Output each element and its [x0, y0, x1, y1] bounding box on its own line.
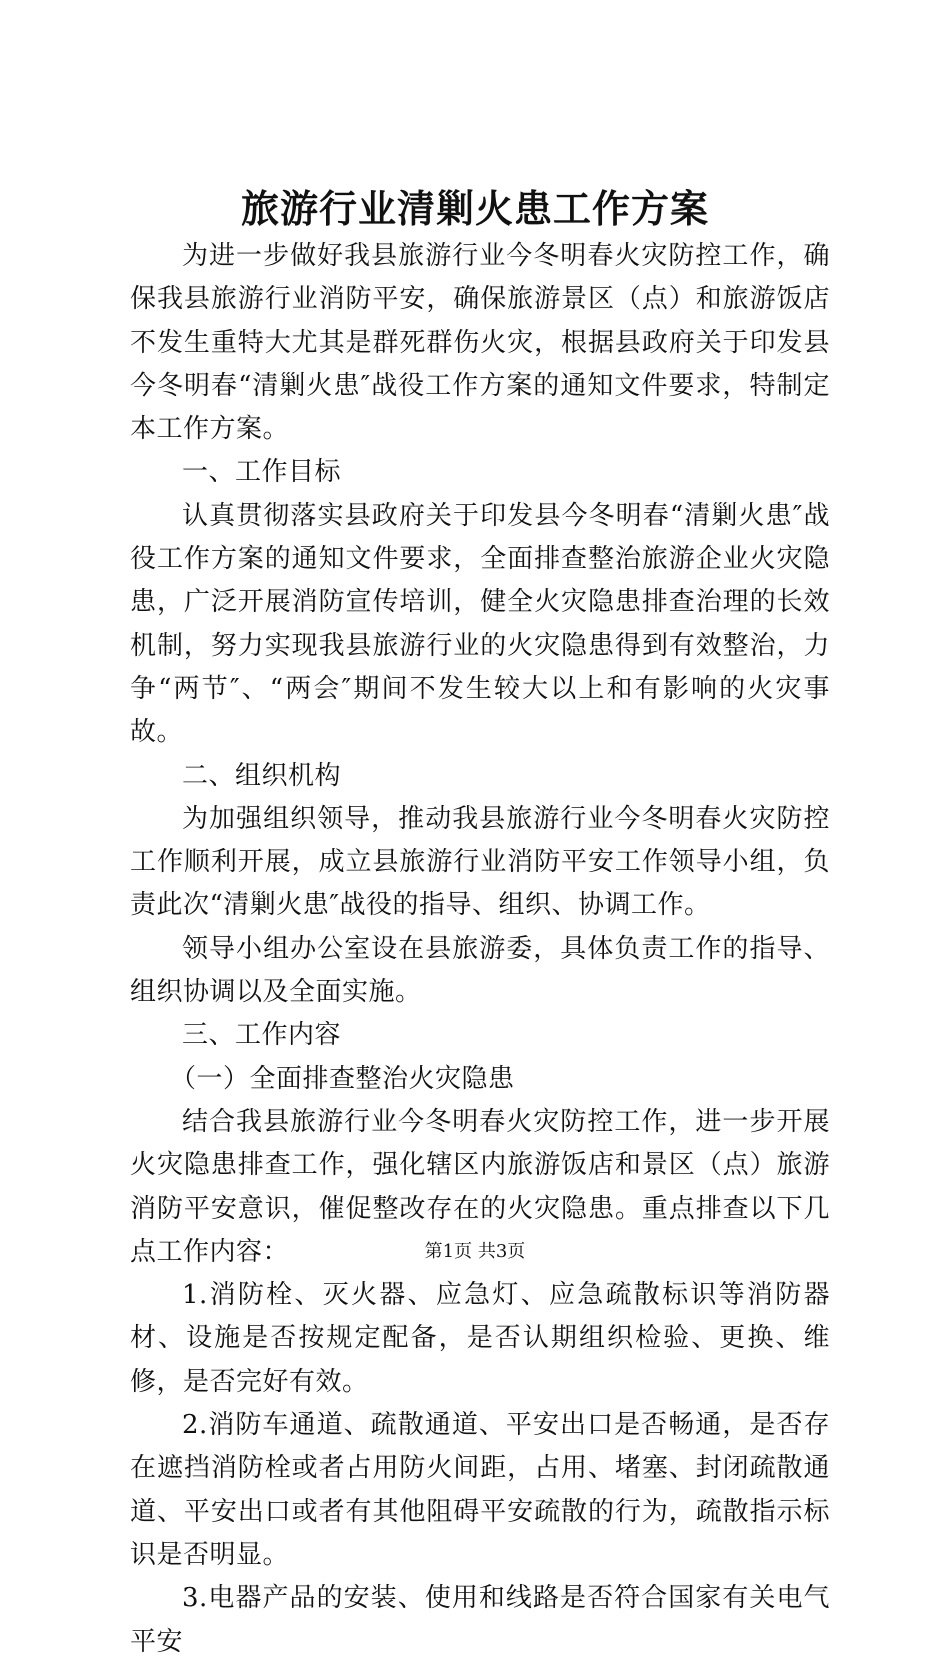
document-title: 旅游行业清剿火患工作方案	[240, 186, 709, 231]
list-item: 3.电器产品的安装、使用和线路是否符合国家有关电气平安	[130, 1583, 830, 1657]
list-item: 1.消防栓、灭火器、应急灯、应急疏散标识等消防器材、设施是否按规定配备，是否认期组织检验、更换、维修，是否完好有效。	[130, 1280, 830, 1397]
section-heading-goals: 一、工作目标	[182, 457, 342, 488]
document-body	[130, 235, 830, 1664]
inspection-paragraph: 结合我县旅游行业今冬明春火灾防控工作，进一步开展火灾隐患排查工作，强化辖区内旅游饭店和景区（点）旅游消防平安意识，催促整改存在的火灾隐患。重点排查以下几点工作内容：	[130, 1106, 830, 1267]
organization-paragraph: 为加强组织领导，推动我县旅游行业今冬明春火灾防控工作顺利开展，成立县旅游行业消防平安工作领导小组，负责此次“清剿火患″战役的指导、组织、协调工作。	[130, 803, 830, 921]
intro-paragraph: 为进一步做好我县旅游行业今冬明春火灾防控工作，确保我县旅游行业消防平安，确保旅游景区（点）和旅游饭店不发生重特大尤其是群死群伤火灾，根据县政府关于印发县今冬明春“清剿火患″战役工作方案的通知文件要求，特制定本工作方案。	[130, 241, 830, 445]
goals-paragraph: 认真贯彻落实县政府关于印发县今冬明春“清剿火患″战役工作方案的通知文件要求，全面排查整治旅游企业火灾隐患，广泛开展消防宣传培训，健全火灾隐患排查治理的长效机制，努力实现我县旅游行业的火灾隐患得到有效整治，力争“两节″、“两会″期间不发生较大以上和有影响的火灾事故。	[130, 500, 830, 748]
subsection-heading-inspection: （一）全面排查整治火灾隐患	[170, 1063, 515, 1094]
page-number: 第1页 共3页	[424, 1241, 526, 1262]
section-heading-content: 三、工作内容	[182, 1020, 342, 1051]
list-item: 2.消防车通道、疏散通道、平安出口是否畅通，是否存在遮挡消防栓或者占用防火间距，占用、堵塞、封闭疏散通道、平安出口或者有其他阻碍平安疏散的行为，疏散指示标识是否明显。	[130, 1410, 830, 1570]
section-heading-organization: 二、组织机构	[182, 760, 342, 791]
office-paragraph: 领导小组办公室设在县旅游委，具体负责工作的指导、组织协调以及全面实施。	[130, 933, 830, 1008]
